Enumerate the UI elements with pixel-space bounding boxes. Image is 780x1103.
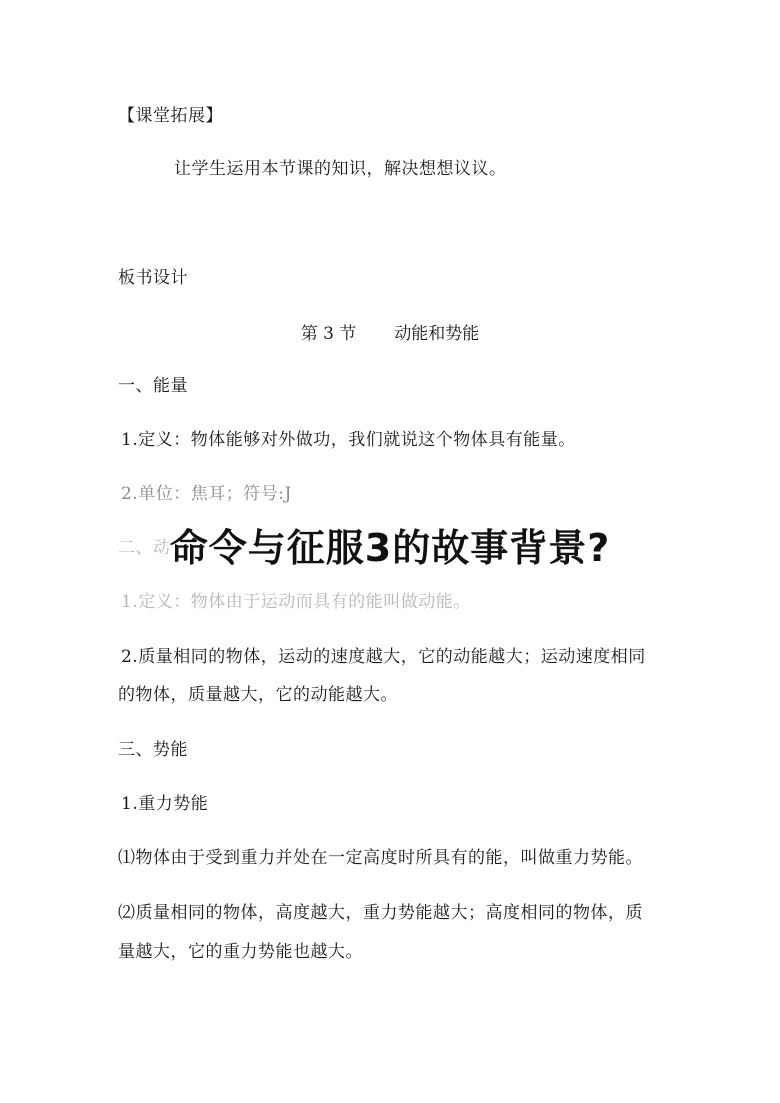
part3-sub1: 1.重力势能 bbox=[121, 794, 209, 814]
section-text: 让学生运用本节课的知识，解决想想议议。 bbox=[174, 159, 507, 179]
section-heading: 【课堂拓展】 bbox=[118, 106, 223, 126]
part3-p2-line2: 量越大，它的重力势能也越大。 bbox=[118, 942, 363, 962]
lesson-name: 动能和势能 bbox=[394, 324, 480, 344]
part1-heading: 一、能量 bbox=[118, 376, 188, 396]
part2-heading: 二、动能 bbox=[118, 538, 188, 558]
lesson-title bbox=[0, 322, 780, 346]
part2-item2-line2: 的物体，质量越大，它的动能越大。 bbox=[118, 685, 398, 705]
overlay-title: 命令与征服3的故事背景? bbox=[169, 526, 611, 570]
part3-heading: 三、势能 bbox=[118, 740, 188, 760]
lesson-number: 第 3 节 bbox=[300, 324, 357, 344]
part3-p2-line1: ⑵质量相同的物体，高度越大，重力势能越大；高度相同的物体，质 bbox=[118, 903, 643, 923]
part3-p1: ⑴物体由于受到重力并处在一定高度时所具有的能，叫做重力势能。 bbox=[118, 848, 643, 868]
part1-item1: 1.定义：物体能够对外做功，我们就说这个物体具有能量。 bbox=[121, 430, 576, 450]
part2-item1: 1.定义：物体由于运动而具有的能叫做动能。 bbox=[121, 592, 471, 612]
board-design-label: 板书设计 bbox=[118, 268, 188, 288]
part1-item2: 2.单位：焦耳；符号:J bbox=[121, 484, 292, 504]
part2-item2-line1: 2.质量相同的物体，运动的速度越大，它的动能越大；运动速度相同 bbox=[121, 647, 646, 667]
